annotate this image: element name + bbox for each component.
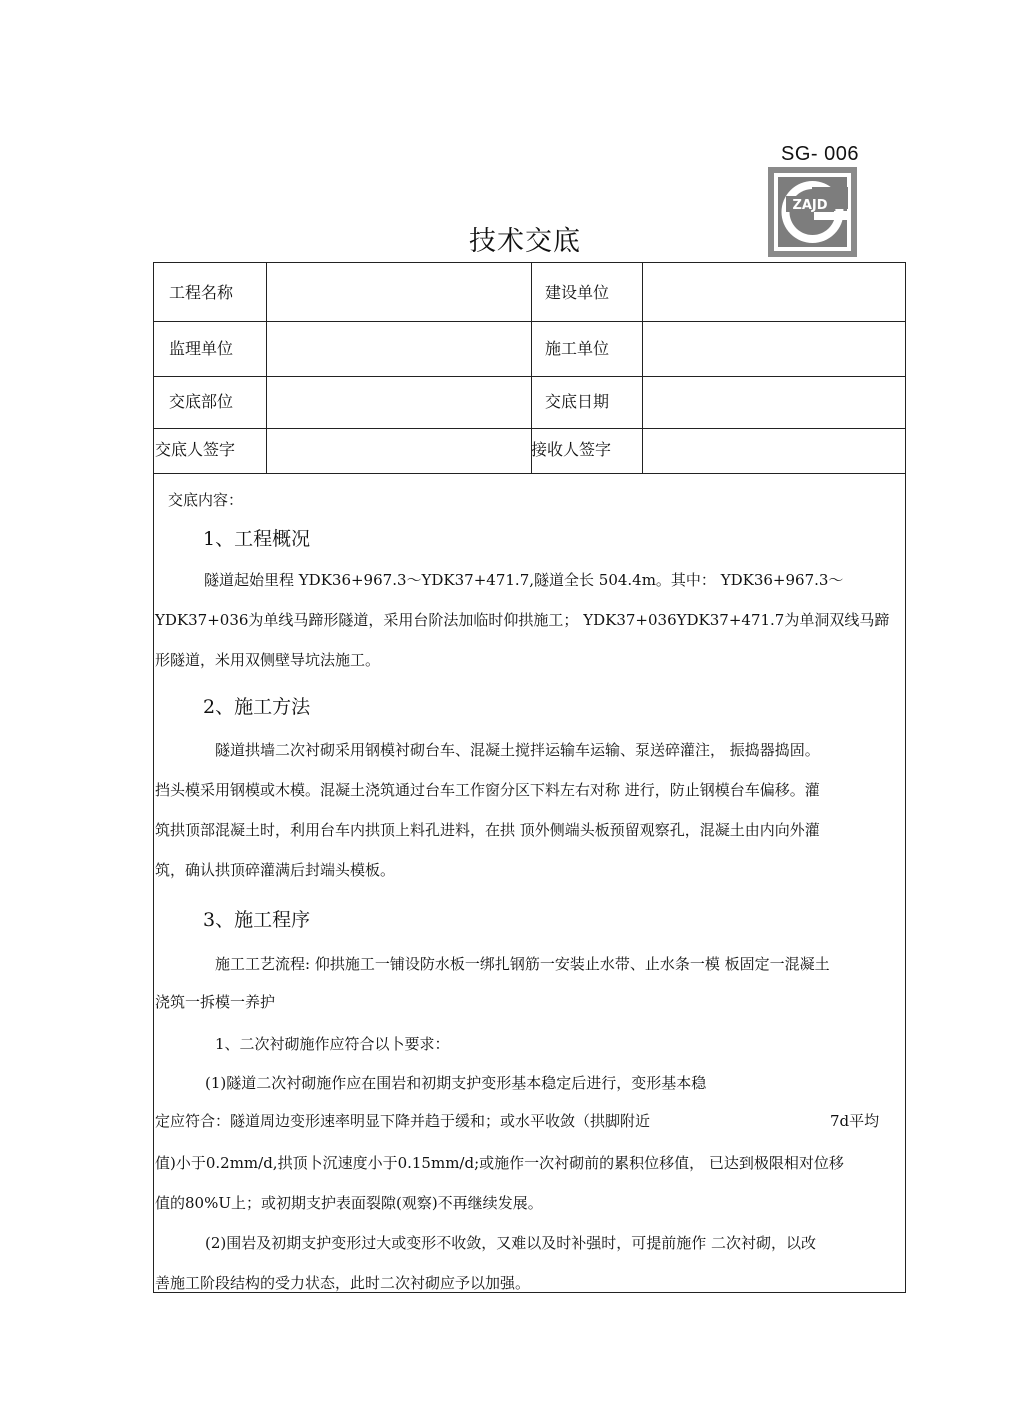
- paragraph-line: 筑，确认拱顶碎灌满后封端头模板。: [155, 861, 396, 879]
- paragraph-line: 值)小于0.2mm/d,拱顶卜沉速度小于0.15mm/d;或施作一次衬砌前的累积位移值， 已达到极限相对位移: [155, 1154, 844, 1172]
- paragraph-line: YDK37+036为单线马蹄形隧道，采用台阶法加临时仰拱施工； YDK37+036YDK37+471.7为单洞双线马蹄: [155, 611, 890, 629]
- section-heading: 3、施工程序: [203, 909, 311, 931]
- content-label: 交底内容：: [168, 491, 244, 509]
- paragraph-line: 7d平均: [830, 1112, 880, 1130]
- project-name-label: 工程名称: [169, 283, 234, 302]
- paragraph-line: 隧道起始里程 YDK36+967.3～YDK37+471.7,隧道全长 504.4m。其中： YDK36+967.3～: [204, 571, 844, 589]
- supervision-unit-label: 监理单位: [169, 339, 234, 358]
- logo-text: ZAJD: [792, 198, 828, 213]
- company-logo: [768, 167, 857, 257]
- disclosure-table: [153, 262, 906, 1293]
- paragraph-line: 挡头模采用钢模或木模。混凝土浇筑通过台车工作窗分区下料左右对称 进行，防止钢模台车偏移。灌: [155, 781, 820, 799]
- section-heading: 1、工程概况: [203, 528, 311, 550]
- paragraph-line: 浇筑一拆模一养护: [155, 993, 276, 1011]
- disclosure-part-label: 交底部位: [169, 392, 234, 411]
- paragraph-line: 施工工艺流程: 仰拱施工一铺设防水板一绑扎钢筋一安装止水带、止水条一模 板固定一混凝土: [215, 955, 830, 973]
- paragraph-line: (2)围岩及初期支护变形过大或变形不收敛，又难以及时补强时，可提前施作 二次衬砌，以改: [205, 1234, 817, 1252]
- disclosure-date-label: 交底日期: [545, 392, 610, 411]
- paragraph-line: 隧道拱墙二次衬砌采用钢模衬砌台车、混凝土搅拌运输车运输、泵送碎灌注， 振捣器捣固。: [215, 741, 820, 759]
- paragraph-line: (1)隧道二次衬砌施作应在围岩和初期支护变形基本稳定后进行，变形基本稳: [205, 1074, 707, 1092]
- page-title: 技术交底: [469, 226, 581, 257]
- discloser-signature-label: 交底人签字: [155, 440, 236, 459]
- paragraph-line: 1、二次衬砌施作应符合以卜要求：: [215, 1035, 450, 1053]
- paragraph-line: 形隧道，米用双侧壁导坑法施工。: [155, 651, 381, 669]
- paragraph-line: 定应符合：隧道周边变形速率明显下降并趋于缓和；或水平收敛（拱脚附近: [155, 1112, 651, 1130]
- paragraph-line: 值的80%U上；或初期支护表面裂隙(观察)不再继续发展。: [155, 1194, 543, 1212]
- section-heading: 2、施工方法: [203, 696, 311, 718]
- paragraph-line: 筑拱顶部混凝土时，利用台车内拱顶上料孔进料，在拱 顶外侧端头板预留观察孔，混凝土由内向外灌: [155, 821, 820, 839]
- document-code: SG- 006: [781, 143, 859, 165]
- construction-unit-label: 施工单位: [545, 339, 610, 358]
- owner-unit-label: 建设单位: [545, 283, 610, 302]
- receiver-signature-label: 接收人签字: [531, 440, 612, 459]
- paragraph-line: 善施工阶段结构的受力状态，此时二次衬砌应予以加强。: [155, 1274, 531, 1292]
